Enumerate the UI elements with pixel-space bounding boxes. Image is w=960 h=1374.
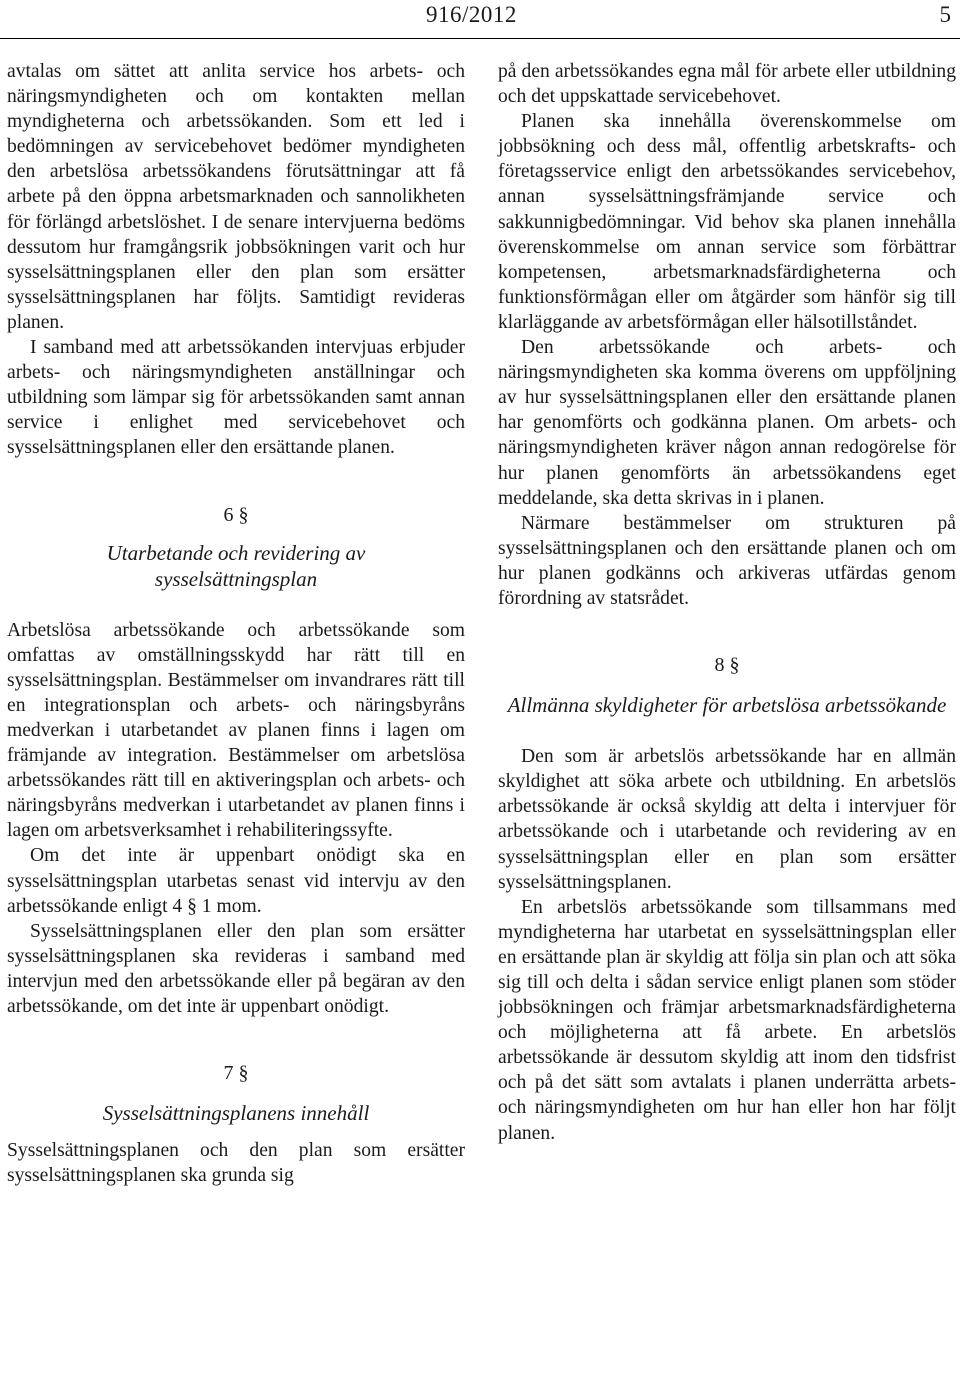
paragraph: Närmare bestämmelser om strukturen på sysselsättningsplanen och den ersättande planen och om hur planen godkänns och arkiveras utfärdas genom förordning av statsrådet. — [498, 512, 956, 609]
paragraph: Sysselsättningsplanen och den plan som ersätter sysselsättningsplanen ska grunda sig — [7, 1140, 465, 1187]
paragraph: Arbetslösa arbetssökande och arbetssökande som omfattas av omställningsskydd har rätt till en sysselsättningsplan. Bestämmelser om invandrares rätt till en integrationsplan och arbets- och näringsbyråns medverkan i utarbetandet av planen finns i lagen om främjande av integration. Bestämmelser om arbetslösa arbetssökandes rätt till en aktiveringsplan och arbets- och näringsbyråns medverkan i utarbetandet av planen finns i lagen om arbetsverksamhet i rehabiliteringssyfte. — [7, 619, 465, 842]
header-rule — [0, 38, 960, 39]
left-column — [7, 59, 465, 1188]
section-number: 8 § — [714, 654, 740, 677]
paragraph: på den arbetssökandes egna mål för arbete eller utbildning och det uppskattade servicebehovet. — [498, 61, 956, 108]
document-number: 916/2012 — [426, 2, 517, 27]
right-column — [498, 59, 956, 1146]
paragraph: Planen ska innehålla överenskommelse om jobbsökning och dess mål, offentlig arbetskrafts- och företagsservice enligt den arbetssökandes servicebehov, annan sysselsättningsfrämjande service och sakkunnigbedömningar. Vid behov ska planen innehålla överenskommelse om annan service som förbättrar kompetensen, arbetsmarknadsfärdigheterna och funktionsförmågan eller om åtgärder som hänför sig till klarläggande av arbetsförmågan eller hälsotillståndet. — [498, 111, 956, 333]
paragraph: Om det inte är uppenbart onödigt ska en sysselsättningsplan utarbetas senast vid intervju av den arbetssökande enligt 4 § 1 mom. — [7, 845, 465, 917]
paragraph: Den som är arbetslös arbetssökande har en allmän skyldighet att söka arbete och utbildning. En arbetslös arbetssökande är också skyldig att delta i intervjuer för arbetssökande och i utarbetande och revidering av en sysselsättningsplan eller en plan som ersätter sysselsättningsplanen. — [498, 746, 956, 893]
paragraph: I samband med att arbetssökanden intervjuas erbjuder arbets- och näringsmyndigheten anställningar och utbildning som lämpar sig för arbetssökanden samt annan service i enlighet med servicebehovet och sysselsättningsplanen eller den ersättande planen. — [7, 337, 465, 459]
paragraph: Den arbetssökande och arbets- och näringsmyndigheten ska komma överens om uppföljning av hur sysselsättningsplanen eller den ersättande planen har genomförts och godkänna planen. Om arbets- och näringsmyndigheten kräver någon annan redogörelse för hur planen genomförts än arbetssökandens eget meddelande, ska detta skrivas in i planen. — [498, 337, 956, 509]
page-header — [0, 0, 960, 40]
section-title: Sysselsättningsplanens innehåll — [102, 1101, 370, 1126]
paragraph: Sysselsättningsplanen eller den plan som ersätter sysselsättningsplanen ska revideras i samband med intervjun med den arbetssökande eller på begäran av den arbetssökande, om det inte är uppenbart onödigt. — [7, 920, 465, 1017]
section-number: 7 § — [223, 1062, 249, 1085]
section-title: Allmänna skyldigheter för arbetslösa arbetssökande — [507, 693, 947, 718]
paragraph: En arbetslös arbetssökande som tillsammans med myndigheterna har utarbetat en sysselsättningsplan eller en ersättande plan är skyldig att följa sin plan och att söka sig till och delta i sådan service enligt planen som stöder jobbsökningen och främjar arbetsmarknadsfärdigheterna och möjligheterna att få arbete. En arbetslös arbetssökande är dessutom skyldig att inom den tidsfrist och på det sätt som avtalats i planen underrätta arbets- och näringsmyndigheten om hur han eller hon har följt planen. — [498, 896, 956, 1144]
section-title: Utarbetande och revidering av sysselsättningsplan — [106, 540, 366, 591]
section-number: 6 § — [223, 503, 249, 526]
page-number: 5 — [939, 2, 951, 27]
paragraph: avtalas om sättet att anlita service hos arbets- och näringsmyndigheten och om kontakten mellan myndigheterna och arbetssökanden. Som ett led i bedömningen av servicebehovet bedömer myndigheten den arbetslösa arbetssökandens förutsättningar att få arbete på den öppna arbetsmarknaden och sannolikheten för förlängd arbetslöshet. I de senare intervjuerna bedöms dessutom hur framgångsrik jobbsökningen varit och hur sysselsättningsplanen eller den plan som ersätter sysselsättningsplanen har följts. Samtidigt revideras planen. — [7, 61, 465, 333]
